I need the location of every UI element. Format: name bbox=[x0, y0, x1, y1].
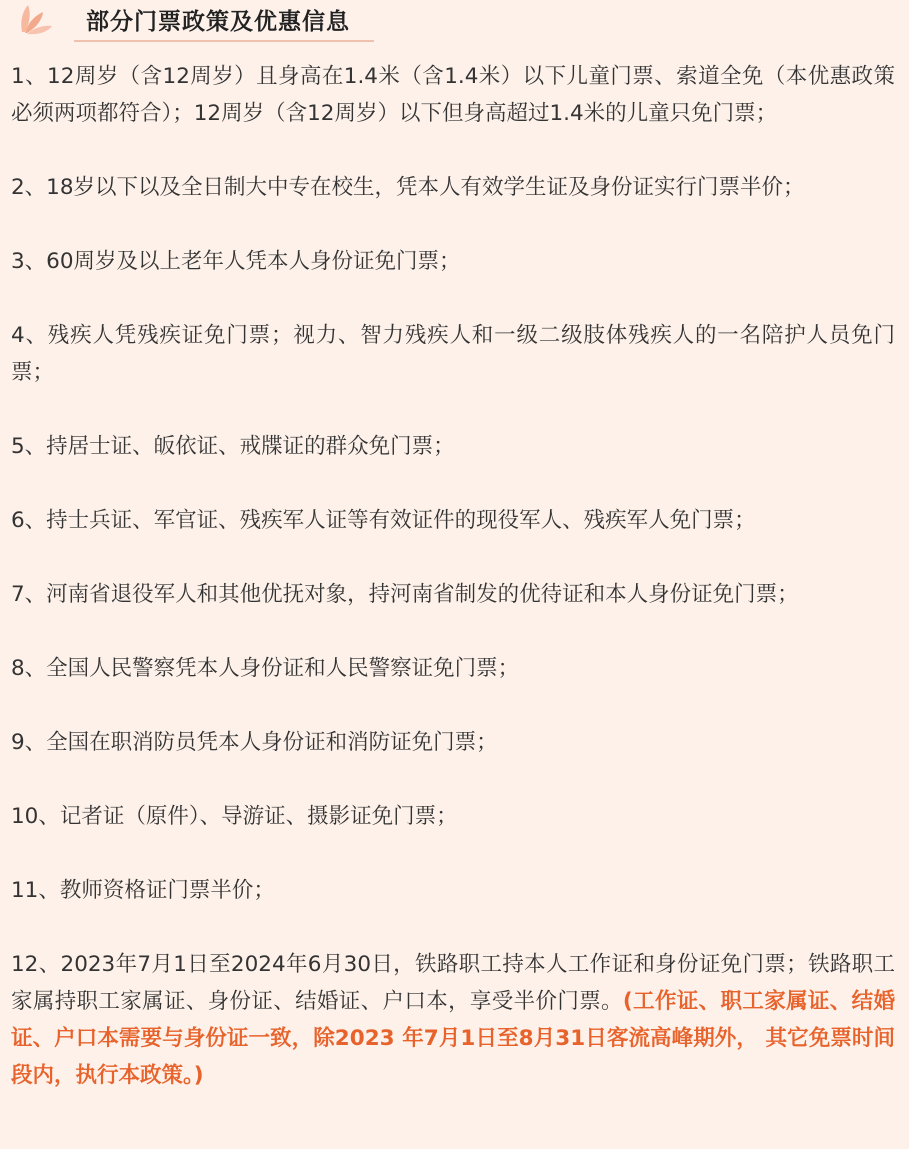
policy-item-11: 11、教师资格证门票半价； bbox=[11, 878, 275, 903]
section-header bbox=[0, 0, 909, 46]
policy-item-12 bbox=[11, 946, 895, 1094]
policy-item-10: 10、记者证（原件）、导游证、摄影证免门票； bbox=[11, 804, 458, 829]
fan-petals-icon bbox=[16, 2, 56, 36]
page-title: 部分门票政策及优惠信息 bbox=[86, 9, 350, 35]
policy-item-2: 2、18岁以下以及全日制大中专在校生，凭本人有效学生证及身份证实行门票半价； bbox=[11, 175, 805, 200]
title-underline bbox=[74, 40, 374, 42]
policy-item-9: 9、全国在职消防员凭本人身份证和消防证免门票； bbox=[11, 730, 498, 755]
policy-item-7: 7、河南省退役军人和其他优抚对象，持河南省制发的优待证和本人身份证免门票； bbox=[11, 582, 799, 607]
policy-item-1: 1、12周岁（含12周岁）且身高在1.4米（含1.4米）以下儿童门票、索道全免（本优惠政策必须两项都符合）；12周岁（含12周岁）以下但身高超过1.4米的儿童只免门票； bbox=[11, 64, 895, 126]
policy-item-6: 6、持士兵证、军官证、残疾军人证等有效证件的现役军人、残疾军人免门票； bbox=[11, 508, 756, 533]
policy-item-8: 8、全国人民警察凭本人身份证和人民警察证免门票； bbox=[11, 656, 520, 681]
policy-item-12-text: 12、2023年7月1日至2024年6月30日，铁路职工持本人工作证和身份证免门票；铁路职工家属持职工家属证、身份证、结婚证、户口本，享受半价门票。 bbox=[11, 952, 895, 1014]
policy-list bbox=[11, 58, 895, 1094]
policy-item-4: 4、残疾人凭残疾证免门票；视力、智力残疾人和一级二级肢体残疾人的一名陪护人员免门票； bbox=[11, 323, 895, 385]
policy-item-3: 3、60周岁及以上老年人凭本人身份证免门票； bbox=[11, 249, 461, 274]
policy-item-5: 5、持居士证、皈依证、戒牒证的群众免门票； bbox=[11, 434, 455, 459]
policy-item-12-note: (工作证、职工家属证、结婚证、户口本需要与身份证一致，除2023 年7月1日至8月31日客流高峰期外， 其它免票时间段内，执行本政策。) bbox=[11, 989, 895, 1088]
